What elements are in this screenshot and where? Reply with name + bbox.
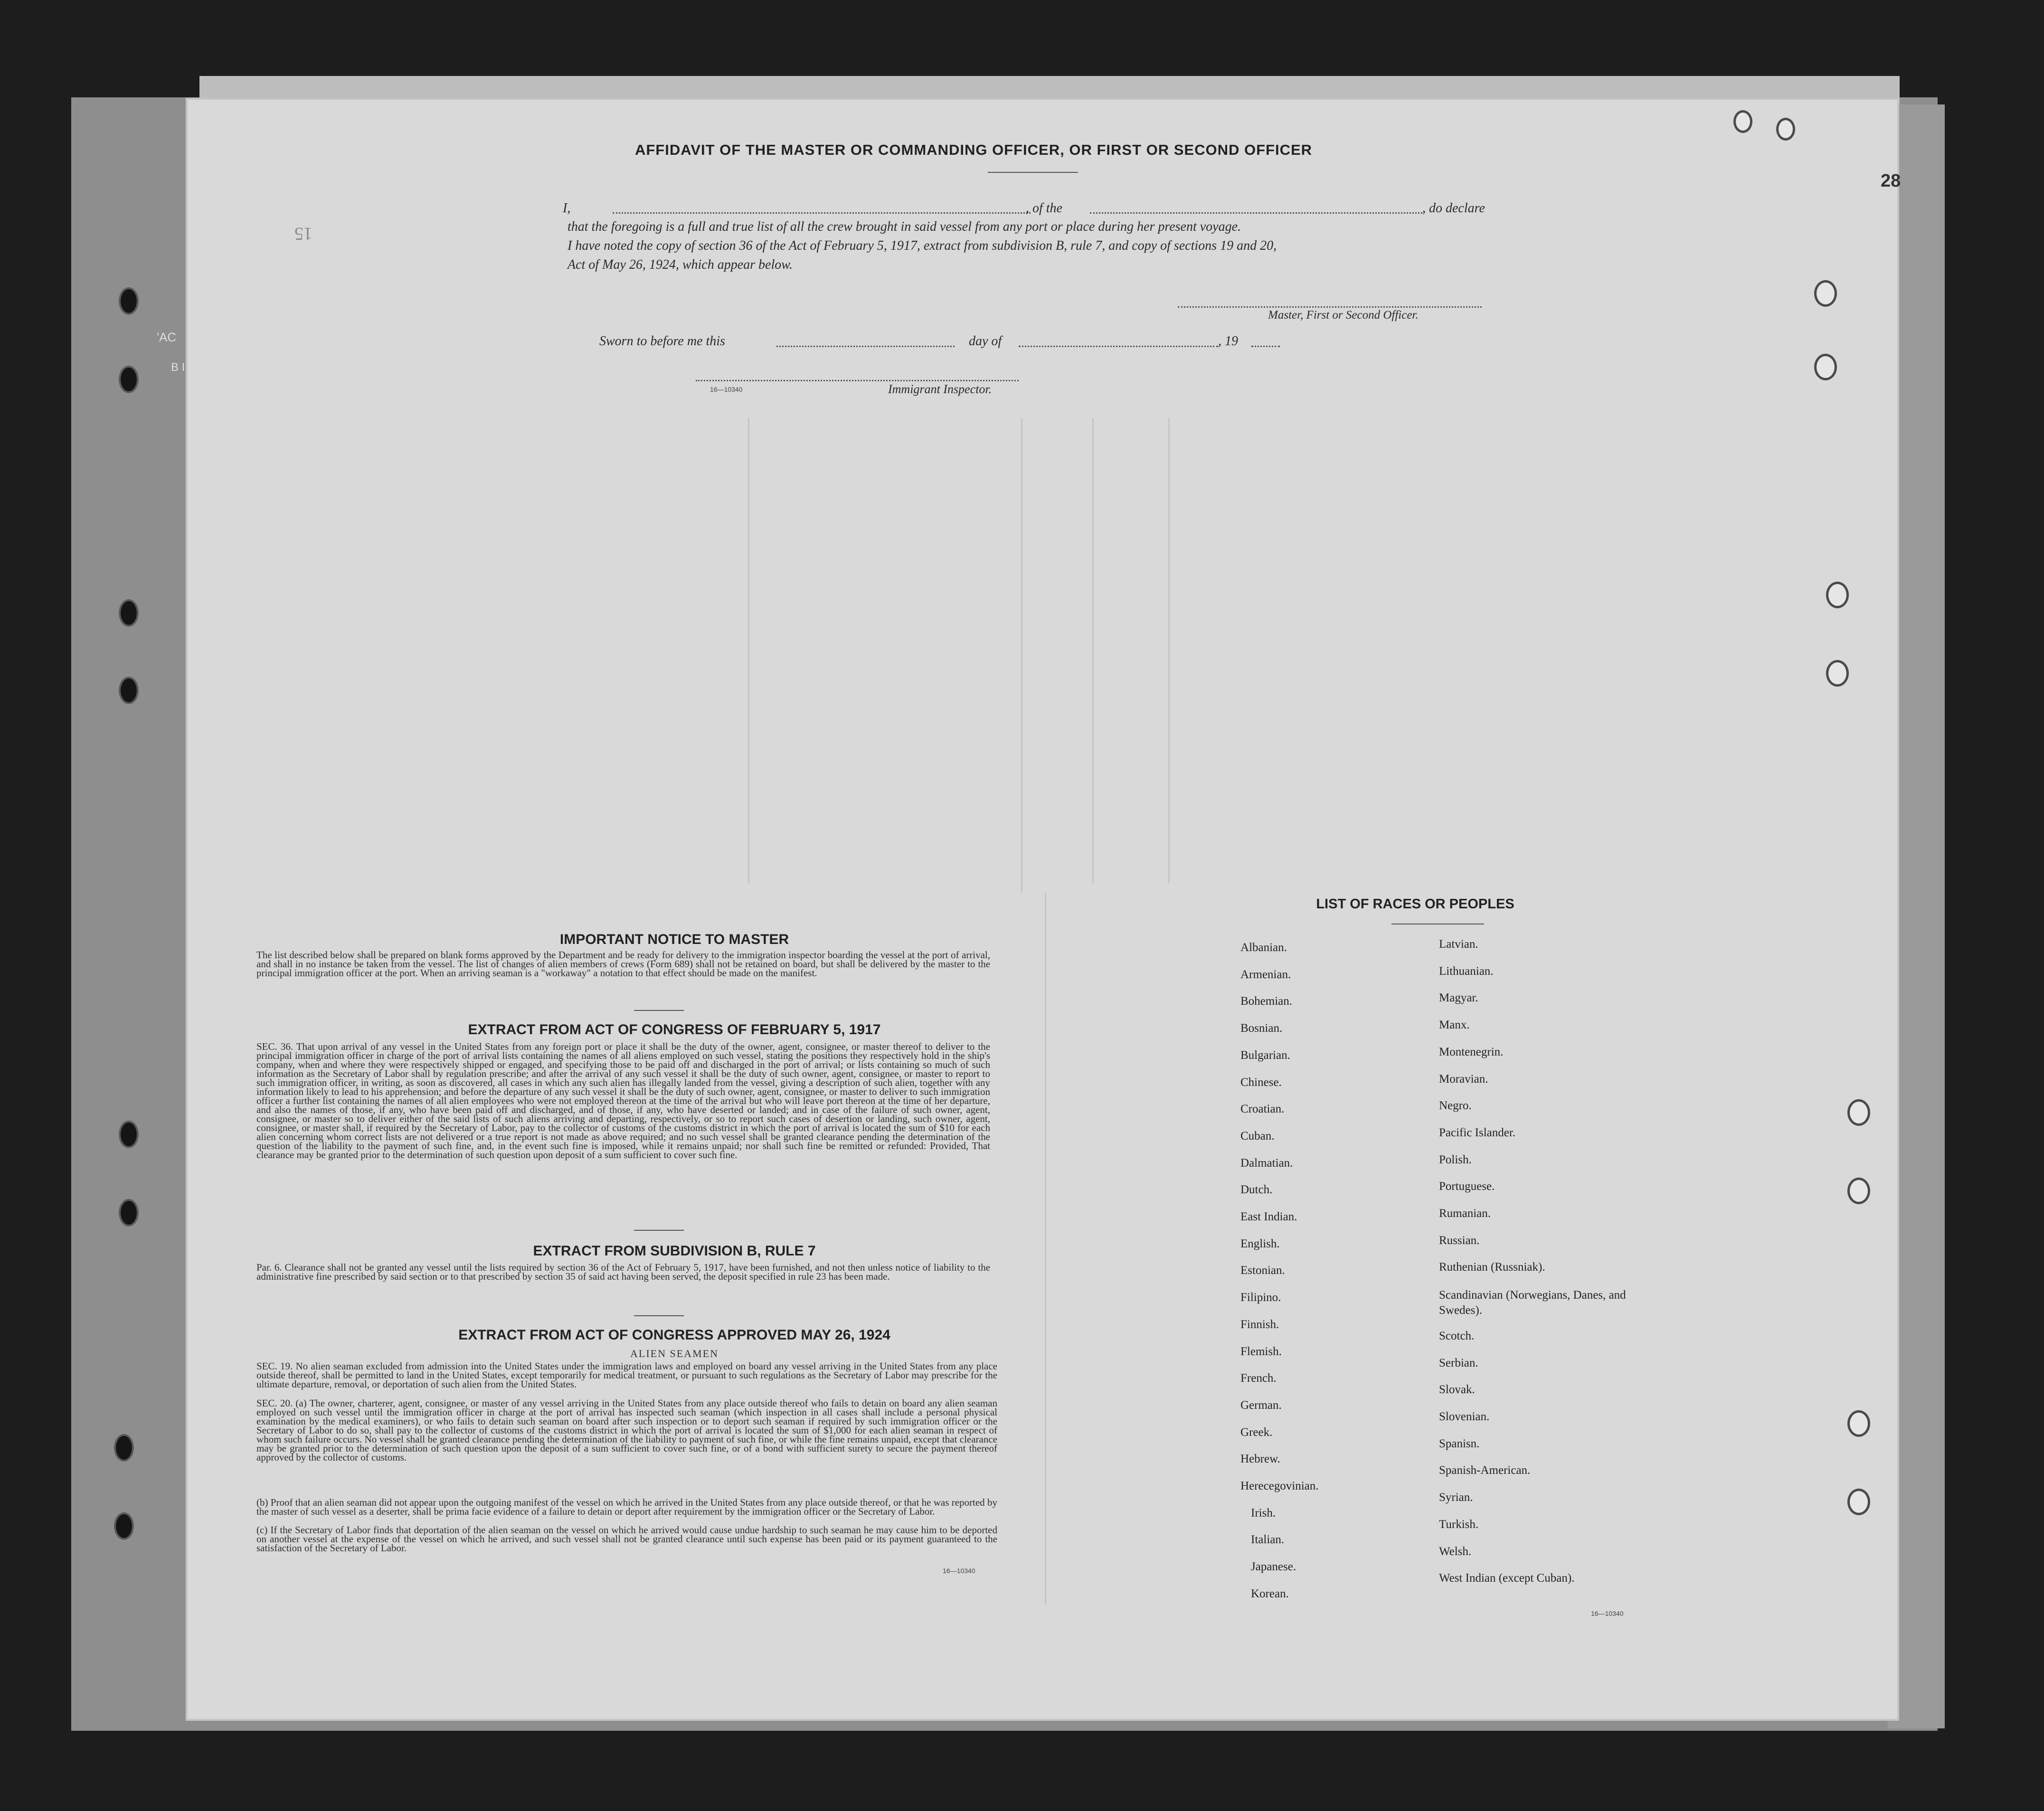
punch-ring	[1847, 1489, 1870, 1515]
left-edge-text-1: 'AC	[157, 330, 177, 344]
race-item: German.	[1240, 1398, 1282, 1412]
race-item: Spanish-American.	[1439, 1464, 1531, 1477]
race-item: Bosnian.	[1240, 1022, 1283, 1035]
race-item: Dutch.	[1240, 1183, 1273, 1197]
declare-label: , do declare	[1422, 201, 1485, 216]
punch-ring	[1847, 1178, 1870, 1204]
sworn-year-line[interactable]	[1251, 346, 1280, 347]
section-rule	[634, 1315, 684, 1316]
extract-1917-text: SEC. 36. That upon arrival of any vessel in the United States from any foreign port or place it shall be the duty of the owner, agent, consignee, or master thereof to deliver to the principal immigration officer in charge of the port of arrival lists containing the names of all aliens employed on such vessel, stating the positions they respectively hold in the ship's company, when and where they were respectively shipped or engaged, and specifying those to be paid off and discharged in the port of arrival; or lists containing so much of such information as the Secretary of Labor shall by regulation prescribe; and after the arrival of any such vessel it shall be the duty of such owner, agent, consignee, or master to report to such immigration officer, in writing, as soon as discovered, all cases in which any such alien has illegally landed from the vessel, giving a description of such alien, together with any information likely to lead to his apprehension; and before the departure of any such vessel it shall be the duty of such owner, agent, consignee, or master to deliver to such immigration officer a further list containing the names of all alien employees who were not employed thereon at the time of the arrival but who will leave port thereon at the time of her departure, and also the names of those, if any, who have been paid off and discharged, and of those, if any, who have deserted or landed; and in case of the failure of such owner, agent, consignee, or master so to deliver either of the said lists of such aliens arriving and departing, respectively, or so to report such cases of desertion or landing, such owner, agent, consignee, or master shall, if required by the Secretary of Labor, pay to the collector of customs of the customs district in which the port of arrival is located the sum of $10 for each alien concerning whom correct lists are not delivered or a true report is not made as above required; and no such vessel shall be granted clearance pending the determination of the question of the liability to the payment of such fine, and, in the event such fine is imposed, while it remains unpaid; nor shall such fine be remitted or refunded: Provided, That clearance may be granted prior to the determination of such question upon deposit of a sum sufficient to cover such fine.	[256, 1041, 990, 1160]
punch-ring	[1776, 118, 1795, 141]
race-item: Irish.	[1251, 1506, 1276, 1519]
race-item: Magyar.	[1439, 991, 1478, 1005]
signature-label: Master, First or Second Officer.	[1268, 309, 1419, 321]
races-title: LIST OF RACES OR PEOPLES	[1316, 896, 1514, 912]
race-item: Bohemian.	[1240, 995, 1293, 1008]
year-label: , 19	[1218, 334, 1238, 349]
race-item: Portuguese.	[1439, 1180, 1495, 1193]
extract-1924-sec20b: (b) Proof that an alien seaman did not appear upon the outgoing manifest of the vessel on which he arrived in the United States from any place outside thereof, or that he was reported by the master of such vessel as a deserter, shall be prima facie evidence of a failure to detain or deport after requirement by the immigration officer or the Secretary of Labor.	[256, 1497, 997, 1517]
extract-1917-title: EXTRACT FROM ACT OF CONGRESS OF FEBRUARY 5, 1917	[468, 1022, 881, 1038]
binder-hole	[119, 677, 139, 704]
affidavit-form-number: 16—10340	[710, 386, 743, 393]
race-item: Rumanian.	[1439, 1207, 1491, 1220]
manifest-page	[188, 100, 1897, 1719]
binder-hole	[114, 1434, 134, 1462]
race-item: Polish.	[1439, 1153, 1472, 1166]
title-rule	[988, 172, 1078, 173]
race-item: Slovenian.	[1439, 1410, 1490, 1424]
punch-ring	[1847, 1099, 1870, 1126]
race-item: Greek.	[1240, 1425, 1273, 1439]
race-item: Welsh.	[1439, 1545, 1472, 1558]
race-item: Croatian.	[1240, 1103, 1285, 1116]
race-item: Negro.	[1439, 1099, 1472, 1113]
race-item: Slovak.	[1439, 1383, 1475, 1396]
of-the-label: , of the	[1026, 201, 1062, 216]
binder-hole	[119, 599, 139, 627]
left-edge-text-2: B I	[171, 361, 185, 374]
subdivision-b-title: EXTRACT FROM SUBDIVISION B, RULE 7	[533, 1243, 816, 1259]
affidavit-pronoun: I,	[563, 201, 571, 216]
punch-ring	[1826, 660, 1849, 687]
extract-1924-sec19: SEC. 19. No alien seaman excluded from admission into the United States under the immigration laws and employed on board any vessel arriving in the United States from any place outside thereof, shall be permitted to land in the United States, except temporarily for medical treatment, or pursuant to such regulations as the Secretary of Labor may prescribe for the ultimate departure, removal, or deportation of such alien from the United States.	[256, 1360, 997, 1390]
punch-ring	[1826, 582, 1849, 608]
race-item: Syrian.	[1439, 1491, 1473, 1504]
race-item: Moravian.	[1439, 1072, 1488, 1085]
race-item: Russian.	[1439, 1234, 1480, 1247]
inspector-label: Immigrant Inspector.	[888, 382, 992, 396]
binder-hole	[119, 287, 139, 315]
race-item: English.	[1240, 1237, 1280, 1250]
race-item: West Indian (except Cuban).	[1439, 1572, 1575, 1585]
race-item: Albanian.	[1240, 941, 1287, 954]
race-item: Italian.	[1251, 1533, 1285, 1547]
sworn-month-line[interactable]	[1019, 346, 1218, 347]
punch-ring	[1733, 110, 1752, 133]
binder-hole	[119, 366, 139, 393]
race-item: Dalmatian.	[1240, 1156, 1293, 1170]
section-rule	[634, 1010, 684, 1011]
race-item: French.	[1240, 1372, 1277, 1385]
faint-column-line	[1021, 418, 1022, 893]
left-page-number: 15	[294, 224, 312, 244]
binder-hole	[119, 1121, 139, 1148]
race-item: Hebrew.	[1240, 1453, 1280, 1466]
race-item: Montenegrin.	[1439, 1045, 1504, 1058]
extract-1924-sec20a: SEC. 20. (a) The owner, charterer, agent, consignee, or master of any vessel arriving in the United States from any place outside thereof who fails to detain on board any alien seaman employed on such vessel until the immigration officer in charge at the port of arrival has inspected such seaman (which inspection in all cases shall include a personal physical examination by the medical examiners), or who fails to detain such seaman on board after such inspection or to deport such seaman if required by such immigration officer or the Secretary of Labor to do so, shall pay to the collector of customs of the customs district in which the port of arrival is located the sum of $1,000 for each alien seaman in respect of whom such failure occurs. No vessel shall be granted clearance pending the determination of the liability to payment of such fine, or while the fine remains unpaid, except that clearance may be granted prior to the determination of such question upon the deposit of a sum sufficient to cover such fine, or of a bond with sufficient surety to secure the payment thereof approved by the collector of customs.	[256, 1397, 997, 1463]
faint-column-line	[1045, 893, 1046, 1605]
race-item: Armenian.	[1240, 968, 1291, 981]
race-item: Scandinavian (Norwegians, Danes, and Swedes).	[1439, 1289, 1626, 1317]
sworn-label: Sworn to before me this	[599, 334, 725, 349]
extract-1924-form-number: 16—10340	[943, 1567, 975, 1575]
race-item: Latvian.	[1439, 938, 1478, 951]
notice-text: The list described below shall be prepared on blank forms approved by the Department and be ready for delivery to the immigration inspector boarding the vessel at the port of arrival, and shall in no instance be taken from the vessel. The list of changes of alien members of crews (Form 689) shall not be retained on board, but shall be delivered by the master to the principal immigration officer at the port. When an arriving seaman is a "workaway" a notation to that effect should be made on the manifest.	[256, 949, 990, 979]
binder-hole	[119, 1199, 139, 1226]
races-form-number: 16—10340	[1591, 1610, 1624, 1617]
race-item: Finnish.	[1240, 1318, 1279, 1331]
extract-1924-sec20c: (c) If the Secretary of Labor finds that deportation of the alien seaman on the vessel on which he arrived would cause undue hardship to such seaman he may cause him to be deported on another vessel at the expense of the vessel on which he arrived, and such vessel shall not be granted clearance until such expense has been paid or its payment guaranteed to the satisfaction of the Secretary of Labor.	[256, 1524, 997, 1554]
affidavit-line-2: that the foregoing is a full and true list of all the crew brought in said vessel from any port or place during her present voyage.	[568, 219, 1241, 234]
punch-ring	[1814, 354, 1837, 380]
race-item: Herecegovinian.	[1240, 1480, 1319, 1492]
extract-1924-title: EXTRACT FROM ACT OF CONGRESS APPROVED MAY 26, 1924	[458, 1327, 890, 1343]
signature-line[interactable]	[1178, 306, 1482, 308]
vessel-name-line[interactable]	[1090, 212, 1422, 214]
subdivision-b-text: Par. 6. Clearance shall not be granted any vessel until the lists required by section 36 of the Act of February 5, 1917, have been furnished, and not then unless notice of liability to the administrative fine prescribed by said section or to that prescribed by section 35 of said act having been served, the deposit specified in rule 23 has been made.	[256, 1262, 990, 1282]
notice-title: IMPORTANT NOTICE TO MASTER	[559, 932, 789, 947]
race-item: East Indian.	[1240, 1210, 1297, 1223]
race-item: Lithuanian.	[1439, 964, 1494, 978]
race-item: Japanese.	[1251, 1560, 1296, 1574]
race-item: Chinese.	[1240, 1075, 1282, 1089]
race-item: Bulgarian.	[1240, 1048, 1290, 1062]
faint-column-line	[1092, 418, 1094, 883]
race-item: Estonian.	[1240, 1264, 1285, 1277]
race-item: Cuban.	[1240, 1129, 1275, 1142]
right-page-number: 28	[1881, 171, 1901, 191]
extract-1924-subtitle: ALIEN SEAMEN	[630, 1348, 719, 1359]
race-item: Manx.	[1439, 1019, 1470, 1032]
race-item: Korean.	[1251, 1587, 1289, 1600]
race-item: Ruthenian (Russniak).	[1439, 1261, 1545, 1274]
faint-column-line	[748, 418, 749, 883]
punch-ring	[1847, 1410, 1870, 1437]
master-name-line[interactable]	[613, 212, 1031, 214]
day-of-label: day of	[969, 334, 1002, 349]
race-item: Pacific Islander.	[1439, 1126, 1516, 1139]
race-item: Flemish.	[1240, 1345, 1282, 1358]
race-item: Serbian.	[1439, 1356, 1478, 1369]
inspector-signature-line[interactable]	[696, 380, 1019, 381]
faint-column-line	[1168, 418, 1170, 883]
affidavit-title: AFFIDAVIT OF THE MASTER OR COMMANDING OFFICER, OR FIRST OR SECOND OFFICER	[634, 141, 1313, 158]
race-item: Filipino.	[1240, 1291, 1281, 1304]
punch-ring	[1814, 280, 1837, 307]
race-item: Turkish.	[1439, 1518, 1479, 1531]
affidavit-line-3: I have noted the copy of section 36 of the Act of February 5, 1917, extract from subdivision B, rule 7, and copy of sections 19 and 20,	[568, 238, 1277, 253]
race-item: Scotch.	[1439, 1329, 1475, 1342]
sworn-date-line[interactable]	[776, 346, 955, 347]
affidavit-line-4: Act of May 26, 1924, which appear below.	[568, 257, 793, 272]
section-rule	[634, 1230, 684, 1231]
binder-hole	[114, 1512, 134, 1540]
race-item: Spanisn.	[1439, 1437, 1480, 1450]
